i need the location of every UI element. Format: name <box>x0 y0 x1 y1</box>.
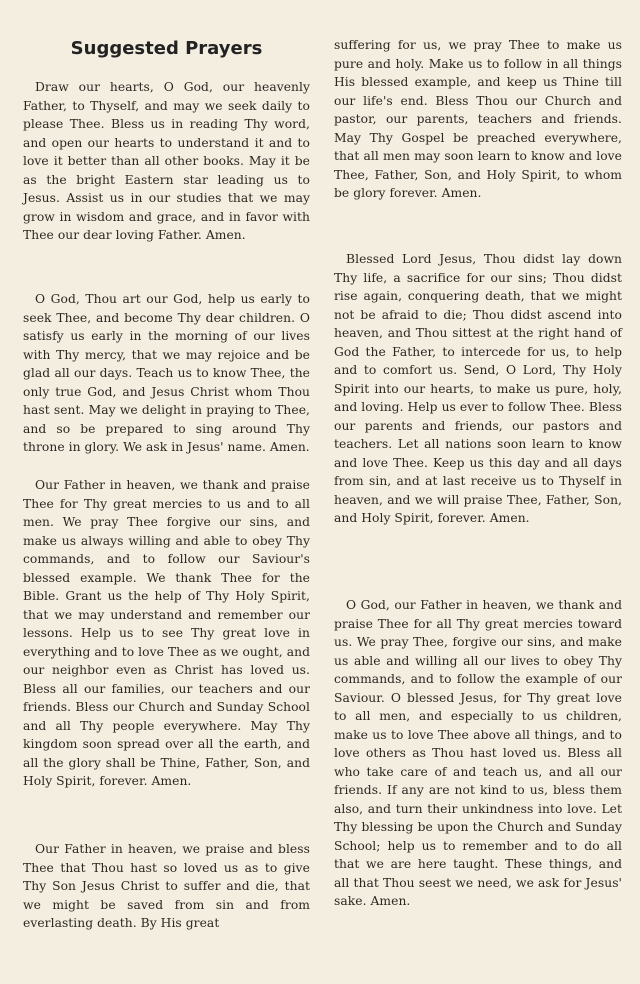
page-title: Suggested Prayers <box>70 38 263 59</box>
prayer-paragraph-4-continued: suffering for us, we pray Thee to make us pure and holy. Make us to follow in all things His blessed example, and keep us Thine till our life's end. Bless Thou our Church and pastor, our parents, teachers and friends. May Thy Gospel be preached everywhere, that all men may soon learn to know and love Thee, Father, Son, and Holy Spirit, to whom be glory forever. Amen. <box>334 38 622 200</box>
prayer-paragraph-5: Blessed Lord Jesus, Thou didst lay down Thy life, a sacrifice for our sins; Thou didst rise again, conquering death, that we might not be afraid to die; Thou didst ascend into heaven, and Thou sittest at the right hand of God the Father, to intercede for us, to help and to comfort us. Send, O Lord, Thy Holy Spirit into our hearts, to make us pure, holy, and loving. Help us ever to follow Thee. Bless our parents and friends, our pastors and teachers. Let all nations soon learn to know and love Thee. Keep us this day and all days from sin, and at last receive us to Thyself in heaven, and we will praise Thee, Father, Son, and Holy Spirit, forever. Amen. <box>334 252 622 525</box>
prayer-paragraph-6: O God, our Father in heaven, we thank and praise Thee for all Thy great mercies toward us. We pray Thee, forgive our sins, and make us able and willing all our lives to obey Thy commands, and to follow the example of our Saviour. O blessed Jesus, for Thy great love to all men, and especially to us children, make us to love Thee above all things, and to love others as Thou hast loved us. Bless all who take care of and teach us, and all our friends. If any are not kind to us, bless them also, and turn their unkindness into love. Let Thy blessing be upon the Church and Sunday School; help us to remember and to do all that we are here taught. These things, and all that Thou seest we need, we ask for Jesus' sake. Amen. <box>334 598 622 908</box>
prayer-paragraph-1: Draw our hearts, O God, our heavenly Father, to Thyself, and may we seek daily to please Thee. Bless us in reading Thy word, and open our hearts to understand it and to love it better than all other books. May it be as the bright Eastern star leading us to Jesus. Assist us in our studies that we may grow in wisdom and grace, and in favor with Thee our dear loving Father. Amen. <box>23 80 310 242</box>
prayer-paragraph-3: Our Father in heaven, we thank and praise Thee for Thy great mercies to us and to all men. We pray Thee forgive our sins, and make us always willing and able to obey Thy commands, and to follow our Saviour's blessed example. We thank Thee for the Bible. Grant us the help of Thy Holy Spirit, that we may understand and remember our lessons. Help us to see Thy great love in everything and to love Thee as we ought, and our neighbor even as Christ has loved us. Bless all our families, our teachers and our friends. Bless our Church and Sunday School and all Thy people everywhere. May Thy kingdom soon spread over all the earth, and all the glory shall be Thine, Father, Son, and Holy Spirit, forever. Amen. <box>23 478 310 788</box>
prayer-paragraph-4: Our Father in heaven, we praise and bless Thee that Thou hast so loved us as to give Thy Son Jesus Christ to suffer and die, that we might be saved from sin and from everlasting death. By His great <box>23 842 310 930</box>
prayer-paragraph-2: O God, Thou art our God, help us early to seek Thee, and become Thy dear children. O satisfy us early in the morning of our lives with Thy mercy, that we may rejoice and be glad all our days. Teach us to know Thee, the only true God, and Jesus Christ whom Thou hast sent. May we delight in praying to Thee, and so be prepared to sing around Thy throne in glory. We ask in Jesus' name. Amen. <box>23 292 310 454</box>
